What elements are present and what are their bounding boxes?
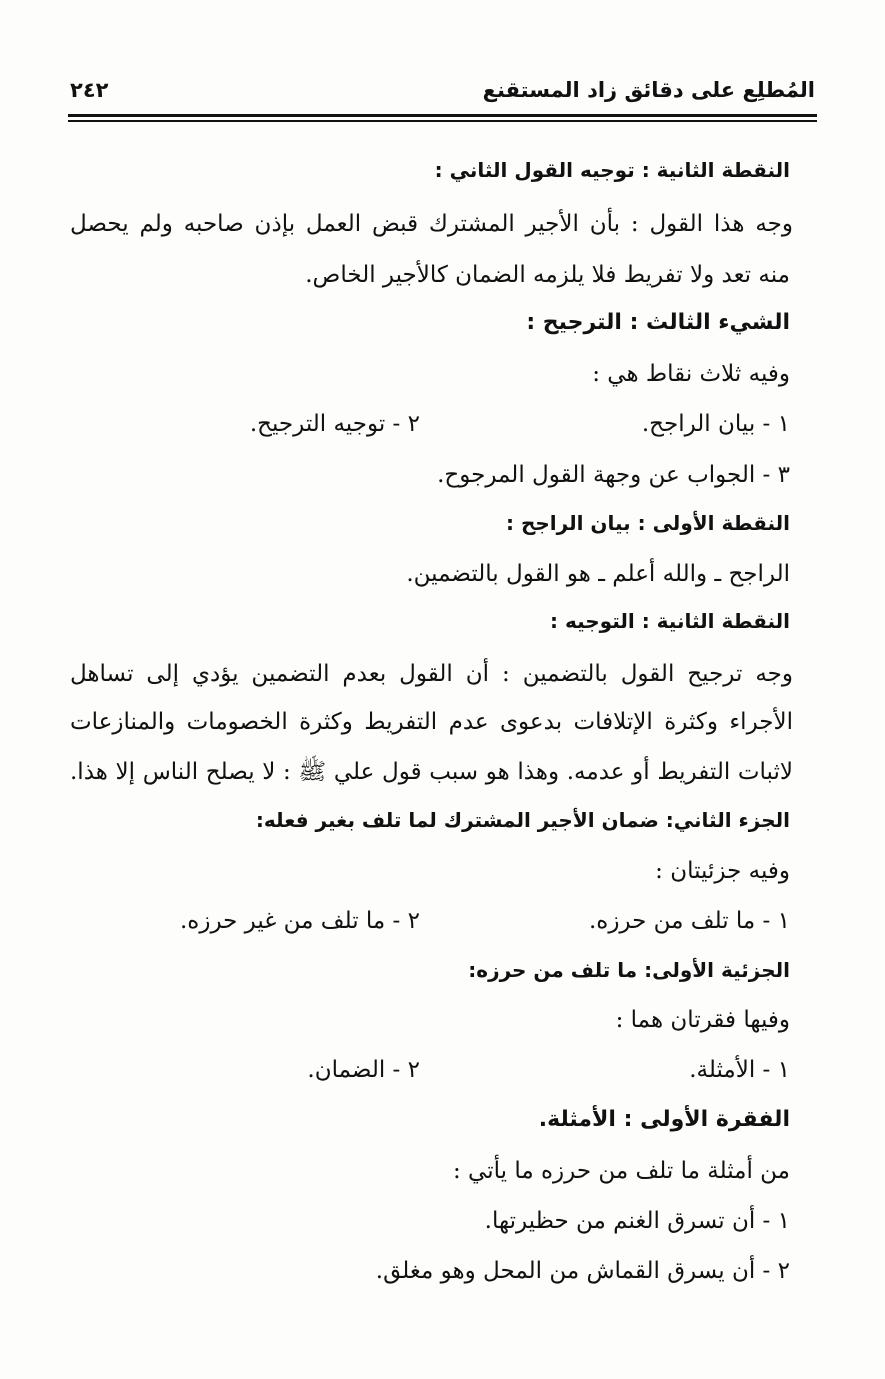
list-item: ٣ - الجواب عن وجهة القول المرجوح. xyxy=(437,462,790,488)
header-rule-thin xyxy=(68,120,817,122)
body-line: الأجراء وكثرة الإتلافات بدعوى عدم التفريط وكثرة الخصومات والمنازعات xyxy=(70,709,793,735)
section-heading: الجزء الثاني: ضمان الأجير المشترك لما تلف بغير فعله: xyxy=(255,808,790,832)
running-header xyxy=(70,78,815,112)
list-row xyxy=(70,901,790,941)
list-row xyxy=(70,1050,790,1090)
list-item: ١ - الأمثلة. xyxy=(689,1057,790,1083)
body-line: وجه هذا القول : بأن الأجير المشترك قبض العمل بإذن صاحبه ولم يحصل xyxy=(70,211,793,237)
list-item: ١ - ما تلف من حرزه. xyxy=(588,908,790,934)
section-heading: الجزئية الأولى: ما تلف من حرزه: xyxy=(468,958,790,982)
body-line: وجه ترجيح القول بالتضمين : أن القول بعدم التضمين يؤدي إلى تساهل xyxy=(70,661,793,687)
body-line: وفيه ثلاث نقاط هي : xyxy=(592,361,790,387)
list-item: ٢ - أن يسرق القماش من المحل وهو مغلق. xyxy=(375,1258,790,1284)
body-line: الراجح ـ والله أعلم ـ هو القول بالتضمين. xyxy=(406,561,790,587)
section-heading: الشيء الثالث : الترجيح : xyxy=(526,310,790,335)
list-item: ٢ - توجيه الترجيح. xyxy=(249,411,420,437)
list-row xyxy=(70,404,790,444)
body-line: لاثبات التفريط أو عدمه. وهذا هو سبب قول علي ﷺ : لا يصلح الناس إلا هذا. xyxy=(70,759,793,785)
section-heading: النقطة الثانية : توجيه القول الثاني : xyxy=(434,158,790,182)
book-title: المُطلِع على دقائق زاد المستقنع xyxy=(482,78,815,102)
section-heading: الفقرة الأولى : الأمثلة. xyxy=(538,1107,790,1132)
list-item: ١ - بيان الراجح. xyxy=(641,411,790,437)
body-line: وفيها فقرتان هما : xyxy=(615,1007,790,1033)
header-rule-thick xyxy=(68,114,817,117)
page-number: ٢٤٢ xyxy=(70,78,109,102)
list-item: ٢ - الضمان. xyxy=(307,1057,420,1083)
list-item: ١ - أن تسرق الغنم من حظيرتها. xyxy=(484,1208,790,1234)
body-line: من أمثلة ما تلف من حرزه ما يأتي : xyxy=(452,1158,790,1184)
body-line: وفيه جزئيتان : xyxy=(655,858,790,884)
body-line: منه تعد ولا تفريط فلا يلزمه الضمان كالأجير الخاص. xyxy=(305,262,790,288)
section-heading: النقطة الثانية : التوجيه : xyxy=(550,609,790,633)
list-item: ٢ - ما تلف من غير حرزه. xyxy=(179,908,420,934)
section-heading: النقطة الأولى : بيان الراجح : xyxy=(505,511,790,535)
